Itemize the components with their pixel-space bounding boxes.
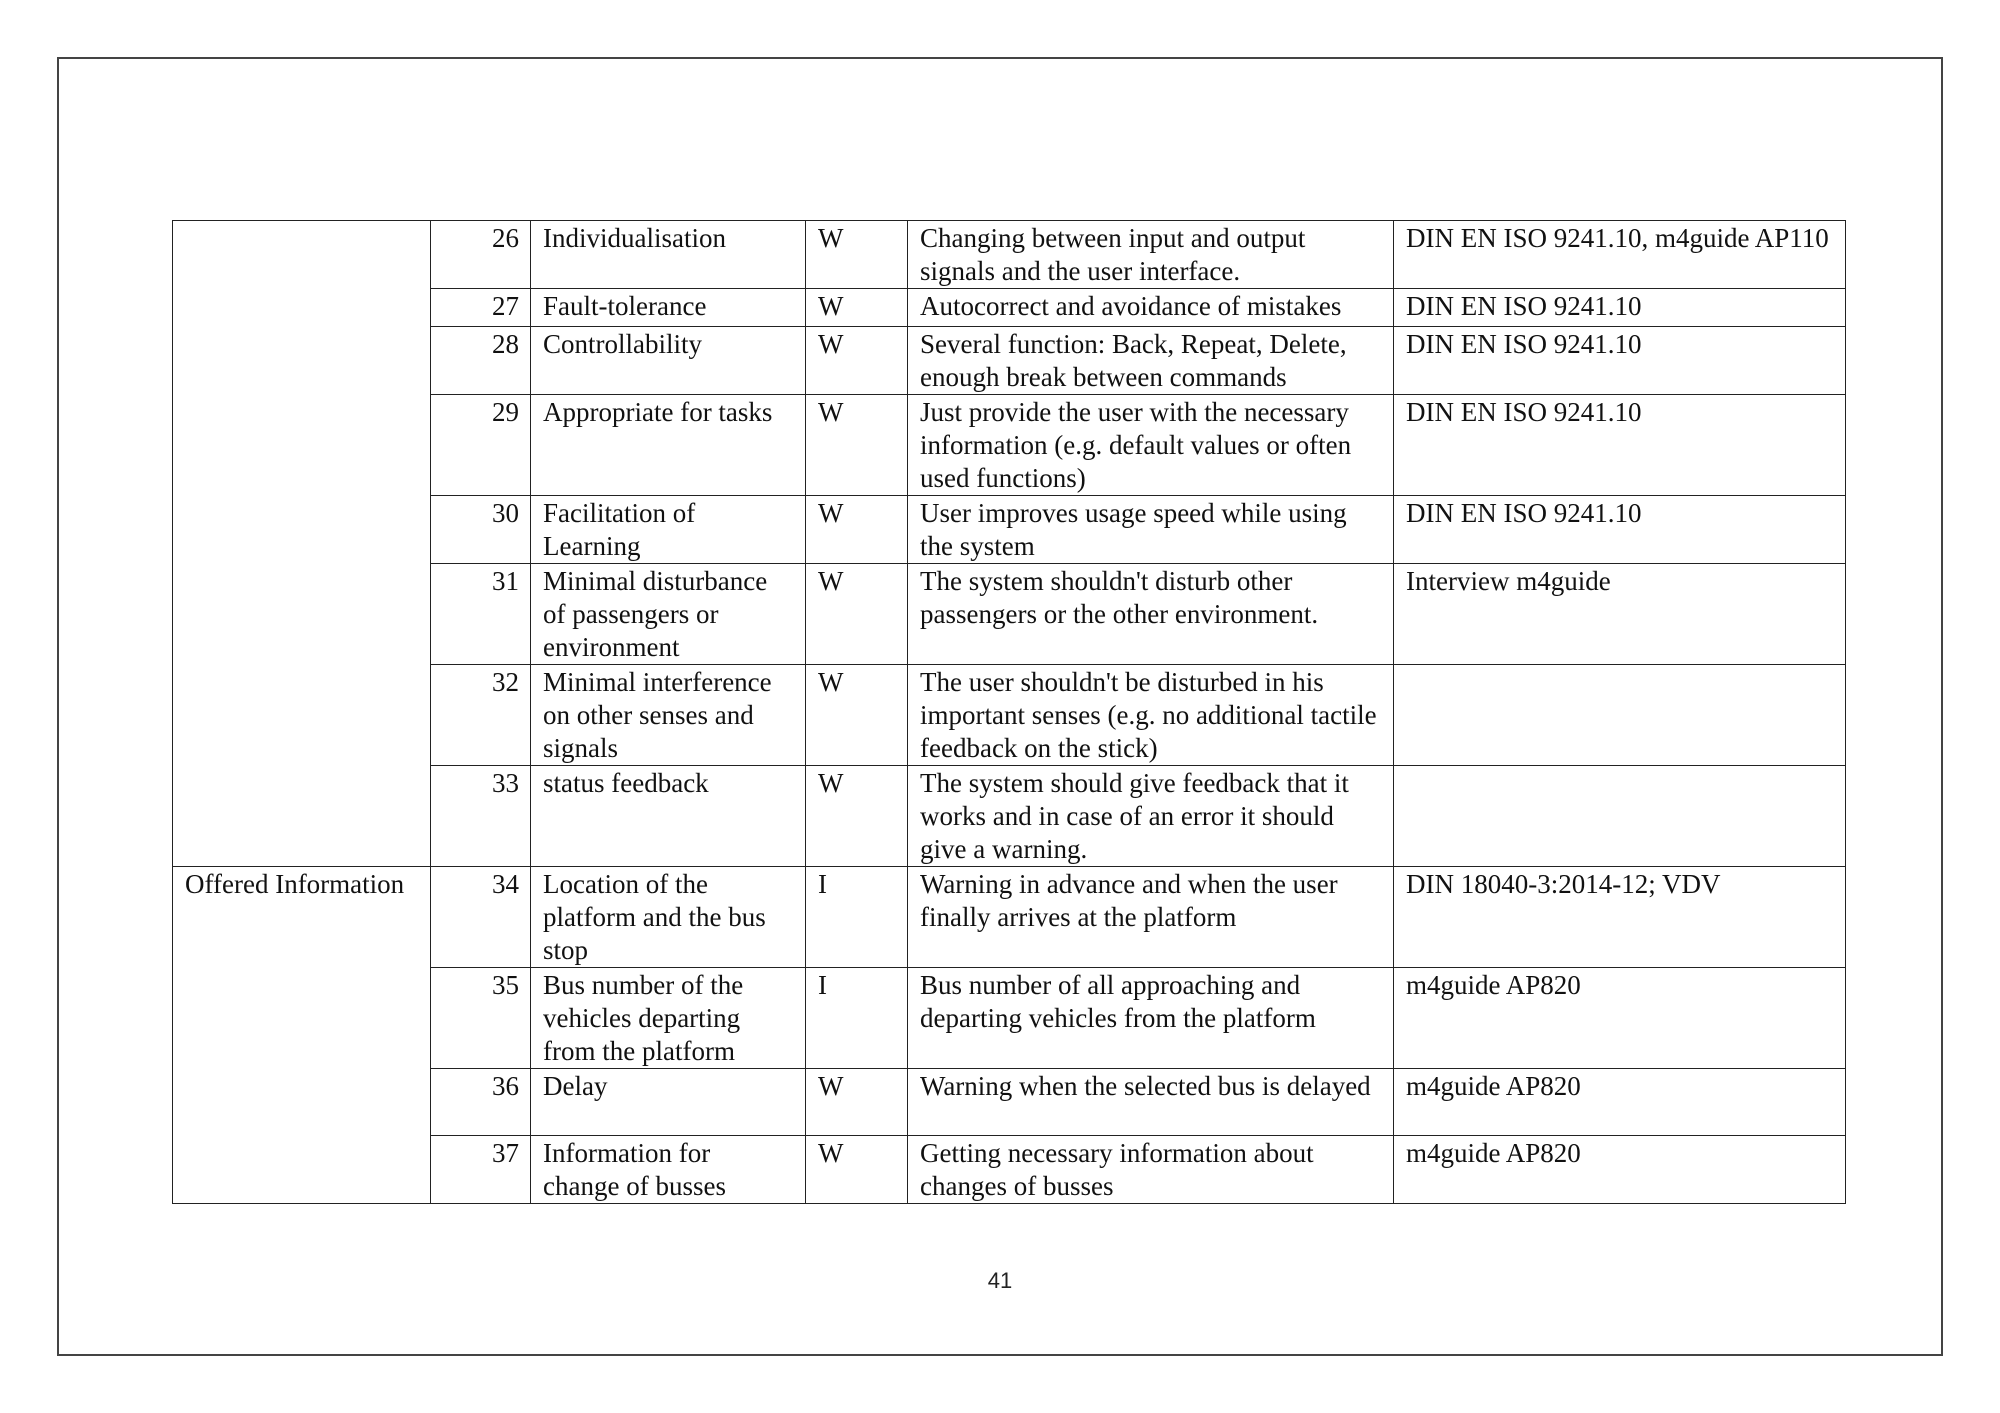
description-cell: Autocorrect and avoidance of mistakes bbox=[908, 289, 1394, 327]
row-number: 30 bbox=[431, 496, 531, 564]
type-cell: W bbox=[806, 1069, 908, 1136]
criterion-cell: Minimal disturbance of passengers or environment bbox=[531, 564, 806, 665]
type-cell: W bbox=[806, 327, 908, 395]
requirements-table bbox=[172, 220, 1846, 1204]
row-number: 32 bbox=[431, 665, 531, 766]
source-cell: m4guide AP820 bbox=[1394, 968, 1846, 1069]
source-cell bbox=[1394, 766, 1846, 867]
description-cell: User improves usage speed while using the system bbox=[908, 496, 1394, 564]
type-cell: I bbox=[806, 867, 908, 968]
table-row bbox=[173, 221, 1846, 289]
description-cell: The system shouldn't disturb other passengers or the other environment. bbox=[908, 564, 1394, 665]
group-cell bbox=[173, 221, 431, 867]
description-cell: Getting necessary information about changes of busses bbox=[908, 1136, 1394, 1204]
row-number: 36 bbox=[431, 1069, 531, 1136]
source-cell bbox=[1394, 665, 1846, 766]
type-cell: I bbox=[806, 968, 908, 1069]
source-cell: DIN EN ISO 9241.10 bbox=[1394, 395, 1846, 496]
criterion-cell: Information for change of busses bbox=[531, 1136, 806, 1204]
type-cell: W bbox=[806, 766, 908, 867]
criterion-cell: Bus number of the vehicles departing from the platform bbox=[531, 968, 806, 1069]
row-number: 28 bbox=[431, 327, 531, 395]
type-cell: W bbox=[806, 289, 908, 327]
row-number: 27 bbox=[431, 289, 531, 327]
criterion-cell: Delay bbox=[531, 1069, 806, 1136]
description-cell: Warning when the selected bus is delayed bbox=[908, 1069, 1394, 1136]
criterion-cell: Individualisation bbox=[531, 221, 806, 289]
row-number: 35 bbox=[431, 968, 531, 1069]
criterion-cell: Fault-tolerance bbox=[531, 289, 806, 327]
description-cell: The system should give feedback that it works and in case of an error it should give a warning. bbox=[908, 766, 1394, 867]
criterion-cell: Appropriate for tasks bbox=[531, 395, 806, 496]
page-number: 41 bbox=[987, 1268, 1013, 1293]
source-cell: DIN EN ISO 9241.10, m4guide AP110 bbox=[1394, 221, 1846, 289]
type-cell: W bbox=[806, 496, 908, 564]
source-cell: Interview m4guide bbox=[1394, 564, 1846, 665]
description-cell: Several function: Back, Repeat, Delete, enough break between commands bbox=[908, 327, 1394, 395]
criterion-cell: status feedback bbox=[531, 766, 806, 867]
row-number: 31 bbox=[431, 564, 531, 665]
criterion-cell: Controllability bbox=[531, 327, 806, 395]
description-cell: Warning in advance and when the user finally arrives at the platform bbox=[908, 867, 1394, 968]
source-cell: DIN EN ISO 9241.10 bbox=[1394, 289, 1846, 327]
criterion-cell: Minimal interference on other senses and signals bbox=[531, 665, 806, 766]
source-cell: m4guide AP820 bbox=[1394, 1136, 1846, 1204]
table-row bbox=[173, 867, 1846, 968]
row-number: 34 bbox=[431, 867, 531, 968]
source-cell: DIN EN ISO 9241.10 bbox=[1394, 496, 1846, 564]
description-cell: Changing between input and output signals and the user interface. bbox=[908, 221, 1394, 289]
criterion-cell: Facilitation of Learning bbox=[531, 496, 806, 564]
group-cell: Offered Information bbox=[173, 867, 431, 1204]
type-cell: W bbox=[806, 221, 908, 289]
source-cell: DIN EN ISO 9241.10 bbox=[1394, 327, 1846, 395]
source-cell: m4guide AP820 bbox=[1394, 1069, 1846, 1136]
row-number: 33 bbox=[431, 766, 531, 867]
type-cell: W bbox=[806, 564, 908, 665]
criterion-cell: Location of the platform and the bus stop bbox=[531, 867, 806, 968]
description-cell: Just provide the user with the necessary information (e.g. default values or often used functions) bbox=[908, 395, 1394, 496]
type-cell: W bbox=[806, 395, 908, 496]
type-cell: W bbox=[806, 1136, 908, 1204]
row-number: 37 bbox=[431, 1136, 531, 1204]
description-cell: Bus number of all approaching and departing vehicles from the platform bbox=[908, 968, 1394, 1069]
row-number: 26 bbox=[431, 221, 531, 289]
type-cell: W bbox=[806, 665, 908, 766]
source-cell: DIN 18040-3:2014-12; VDV bbox=[1394, 867, 1846, 968]
row-number: 29 bbox=[431, 395, 531, 496]
description-cell: The user shouldn't be disturbed in his important senses (e.g. no additional tactile feedback on the stick) bbox=[908, 665, 1394, 766]
